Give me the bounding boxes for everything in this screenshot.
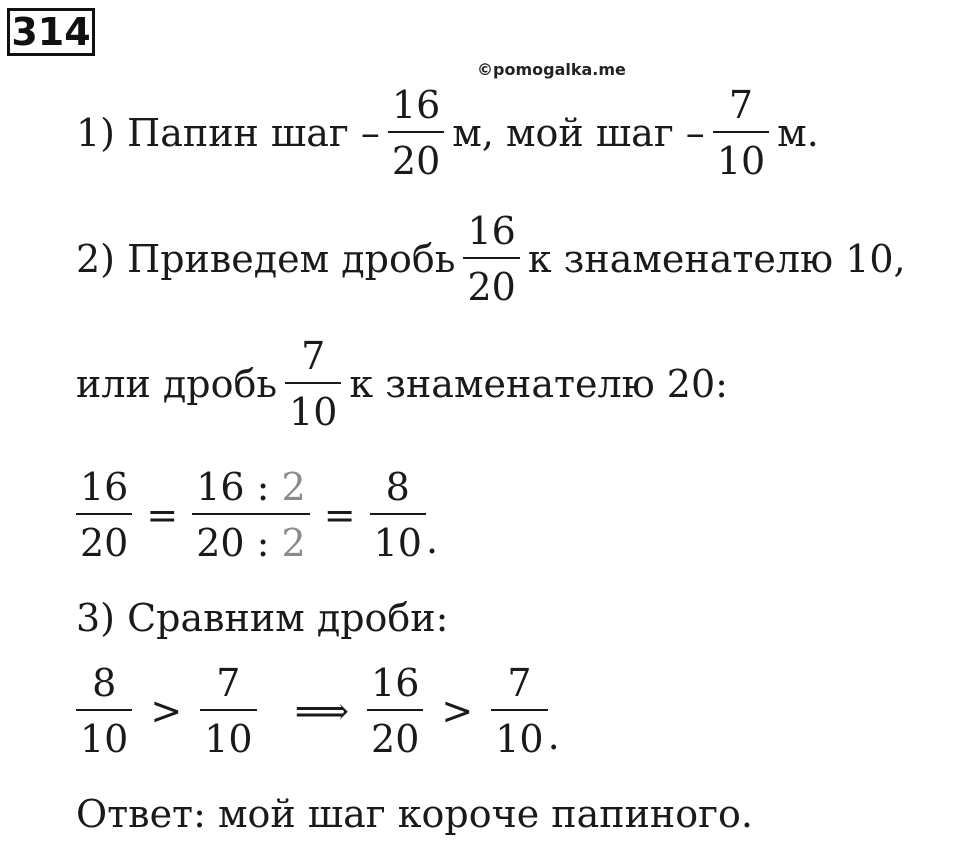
equals-sign: = [323, 493, 356, 537]
divisor: 2 [281, 521, 306, 565]
fraction [491, 661, 547, 761]
fraction-numerator: 16 [371, 661, 420, 705]
fraction-denominator: 20 [388, 131, 444, 180]
fraction-denominator: 10 [285, 382, 341, 431]
fraction-denominator: 10 [713, 131, 769, 180]
comparison-line [68, 661, 560, 761]
step-2b-label: или дробь [76, 362, 278, 406]
fraction [76, 465, 132, 565]
problem-number: 314 [7, 8, 95, 56]
fraction-numerator: 16 [467, 209, 516, 253]
fraction-denominator [192, 513, 310, 565]
fraction [192, 465, 310, 565]
denominator-main: 20 : [196, 521, 270, 565]
fraction [200, 661, 256, 761]
step-3-line [76, 596, 448, 640]
step-1-line [76, 83, 819, 183]
fraction-numerator: 7 [301, 334, 326, 378]
equals-sign: = [146, 493, 179, 537]
fraction-denominator: 20 [367, 709, 423, 758]
fraction-numerator: 7 [728, 83, 754, 127]
answer-line [76, 792, 753, 836]
period: . [547, 714, 560, 758]
period: . [425, 518, 439, 562]
fraction [76, 661, 132, 761]
fraction-denominator: 10 [370, 513, 426, 562]
fraction [285, 334, 341, 434]
greater-than-sign: > [441, 689, 474, 733]
fraction [463, 209, 519, 309]
step-2-label: 2) Приведем дробь [76, 237, 456, 281]
calculation-line [68, 465, 439, 565]
answer-text: Ответ: мой шаг короче папиного. [76, 792, 754, 836]
step-1-label: 1) Папин шаг – [76, 111, 380, 155]
step-2b-end: к знаменателю 20: [349, 362, 728, 406]
divisor: 2 [281, 465, 306, 509]
implies-arrow: ⟹ [294, 689, 350, 733]
fraction-denominator: 10 [76, 709, 132, 758]
fraction-denominator: 20 [76, 513, 132, 562]
fraction-numerator: 7 [507, 661, 532, 705]
fraction-denominator: 20 [463, 257, 519, 306]
numerator-main: 16 : [196, 465, 270, 509]
fraction [370, 465, 426, 565]
fraction-denominator: 10 [491, 709, 547, 758]
greater-than-sign: > [150, 689, 183, 733]
fraction-denominator: 10 [200, 709, 256, 758]
step-3-label: 3) Сравним дроби: [76, 596, 449, 640]
watermark: ©pomogalka.me [477, 60, 626, 79]
fraction [713, 83, 769, 183]
fraction-numerator: 16 [80, 465, 129, 509]
fraction-numerator: 7 [216, 661, 241, 705]
step-1-end: м. [777, 111, 819, 155]
step-1-mid: м, мой шаг – [452, 111, 705, 155]
fraction-numerator [192, 465, 310, 513]
fraction [367, 661, 423, 761]
fraction [388, 83, 444, 183]
step-2-line [76, 209, 906, 309]
fraction-numerator: 16 [391, 83, 441, 127]
step-2-end: к знаменателю 10, [527, 237, 906, 281]
fraction-numerator: 8 [385, 465, 410, 509]
fraction-numerator: 8 [92, 661, 117, 705]
step-2b-line [76, 334, 728, 434]
